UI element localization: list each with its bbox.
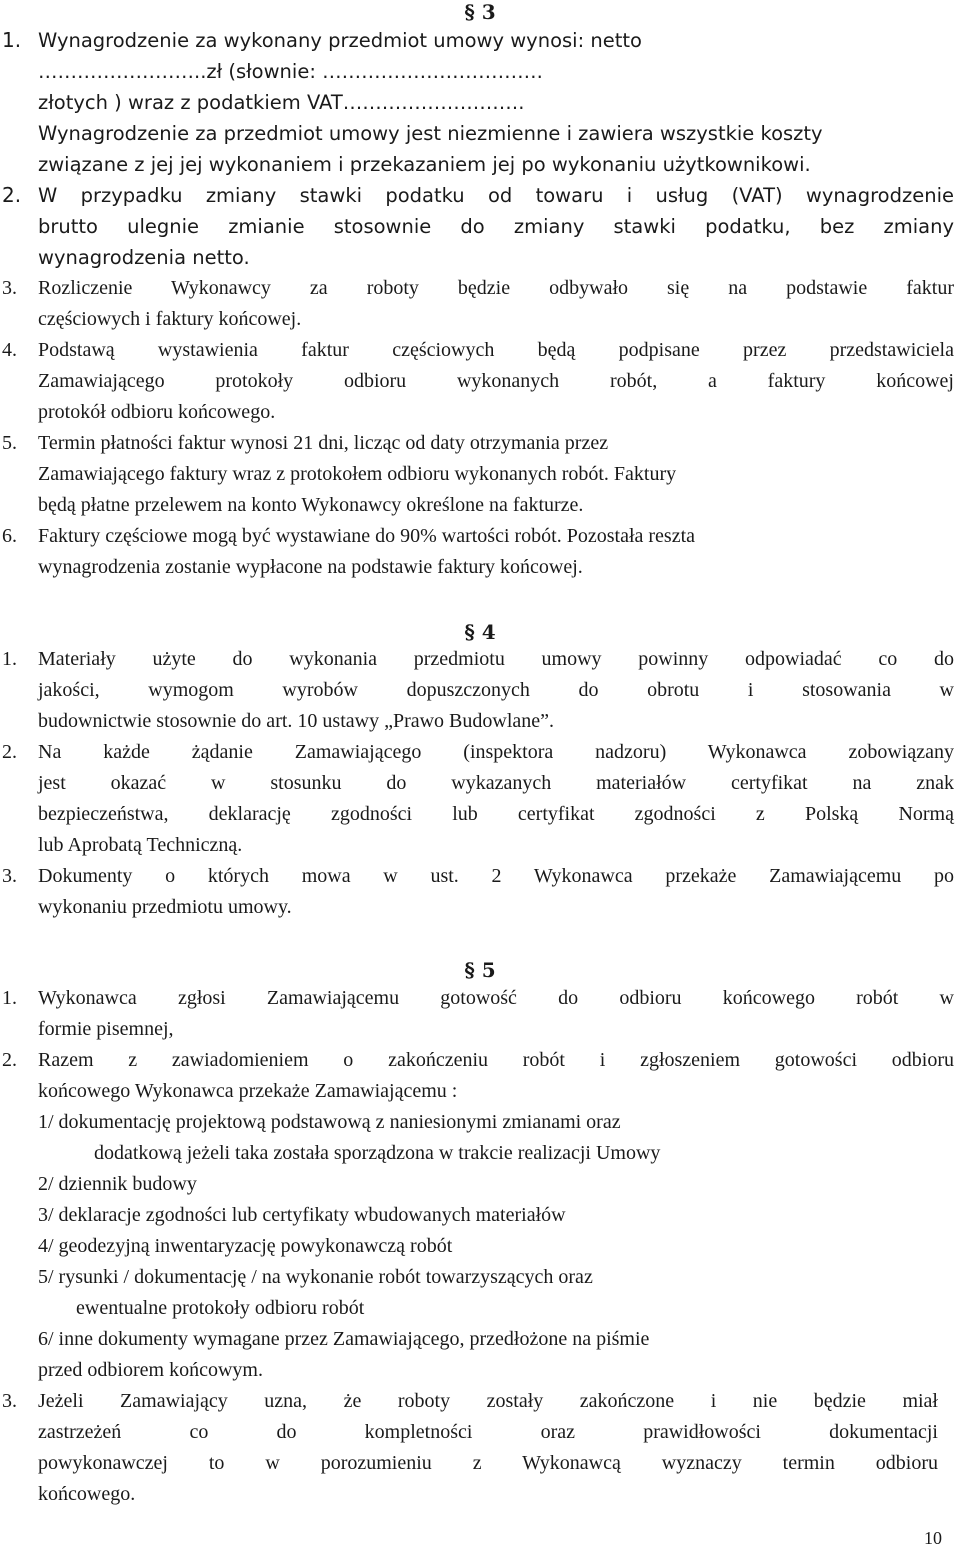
attachment-item-2: 2/ dziennik budowy [38, 1173, 197, 1195]
item-number: 2. [2, 183, 22, 207]
line: ……………………..zł (słownie: ……………………………. [38, 60, 543, 83]
attachment-item-5: 5/ rysunki / dokumentację / na wykonanie robót towarzyszących oraz [38, 1266, 593, 1288]
line: złotych ) wraz z podatkiem VAT………………………. [38, 91, 525, 114]
line: częściowych i faktury końcowej. [38, 308, 302, 330]
item-number: 2. [2, 741, 17, 763]
line: brutto ulegnie zmianie stosownie do zmiany stawki podatku, bez zmiany [38, 215, 954, 238]
attachment-item-1-cont: dodatkową jeżeli taka została sporządzona w trakcie realizacji Umowy [94, 1142, 661, 1164]
item-number: 1. [2, 987, 17, 1009]
line: lub Aprobatą Techniczną. [38, 834, 243, 856]
line: końcowego Wykonawca przekaże Zamawiającemu : [38, 1080, 458, 1102]
line: jest okazać w stosunku do wykazanych materiałów certyfikat na znak [38, 772, 954, 794]
line: budownictwie stosownie do art. 10 ustawy „Prawo Budowlane”. [38, 710, 555, 732]
attachment-item-6: 6/ inne dokumenty wymagane przez Zamawiającego, przedłożone na piśmie [38, 1328, 650, 1350]
line: Rozliczenie Wykonawcy za roboty będzie odbywało się na podstawie faktur [38, 277, 954, 299]
line: wynagrodzenia zostanie wypłacone na podstawie faktury końcowej. [38, 556, 583, 578]
item-number: 3. [2, 277, 17, 299]
line: Na każde żądanie Zamawiającego (inspektora nadzoru) Wykonawca zobowiązany [38, 741, 954, 763]
section-heading-5: § 5 [464, 958, 496, 982]
line: wykonaniu przedmiotu umowy. [38, 896, 292, 918]
line: Podstawą wystawienia faktur częściowych będą podpisane przez przedstawiciela [38, 339, 954, 361]
line: Faktury częściowe mogą być wystawiane do 90% wartości robót. Pozostała reszta [38, 525, 696, 547]
line: bezpieczeństwa, deklarację zgodności lub certyfikat zgodności z Polską Normą [38, 803, 954, 825]
line: Dokumenty o których mowa w ust. 2 Wykonawca przekaże Zamawiającemu po [38, 865, 954, 887]
item-number: 1. [2, 648, 17, 670]
line: zastrzeżeń co do kompletności oraz prawidłowości dokumentacji [38, 1421, 938, 1443]
attachment-item-3: 3/ deklaracje zgodności lub certyfikaty wbudowanych materiałów [38, 1204, 566, 1226]
line: Jeżeli Zamawiający uzna, że roboty zostały zakończone i nie będzie miał [38, 1390, 938, 1412]
line: Wynagrodzenie za wykonany przedmiot umowy wynosi: netto [38, 29, 642, 52]
line: Zamawiającego faktury wraz z protokołem odbioru wykonanych robót. Faktury [38, 463, 677, 485]
item-number: 3. [2, 1390, 17, 1412]
line: Wynagrodzenie za przedmiot umowy jest niezmienne i zawiera wszystkie koszty [38, 122, 823, 145]
line: Wykonawca zgłosi Zamawiającemu gotowość do odbioru końcowego robót w [38, 987, 954, 1009]
attachment-item-5-cont: ewentualne protokoły odbioru robót [76, 1297, 365, 1319]
item-number: 6. [2, 525, 17, 547]
line: Termin płatności faktur wynosi 21 dni, licząc od daty otrzymania przez [38, 432, 609, 454]
line: protokół odbioru końcowego. [38, 401, 276, 423]
line: będą płatne przelewem na konto Wykonawcy określone na fakturze. [38, 494, 584, 516]
line: związane z jej jej wykonaniem i przekazaniem jej po wykonaniu użytkownikowi. [38, 153, 811, 176]
section-heading-3: § 3 [464, 0, 496, 24]
page-number: 10 [924, 1528, 942, 1548]
line: W przypadku zmiany stawki podatku od towaru i usług (VAT) wynagrodzenie [38, 184, 954, 207]
attachment-item-1: 1/ dokumentację projektową podstawową z naniesionymi zmianami oraz [38, 1111, 621, 1133]
line: powykonawczej to w porozumieniu z Wykonawcą wyznaczy termin odbioru [38, 1452, 938, 1474]
item-number: 1. [2, 28, 22, 52]
attachment-list [38, 1107, 954, 1386]
item-number: 4. [2, 339, 17, 361]
line: jakości, wymogom wyrobów dopuszczonych do obrotu i stosowania w [38, 679, 954, 701]
item-number: 2. [2, 1049, 17, 1071]
section-heading-4: § 4 [464, 620, 496, 644]
line: końcowego. [38, 1483, 136, 1505]
line: formie pisemnej, [38, 1018, 174, 1040]
attachment-item-6-cont: przed odbiorem końcowym. [38, 1359, 263, 1381]
attachment-item-4: 4/ geodezyjną inwentaryzację powykonawczą robót [38, 1235, 453, 1257]
line: wynagrodzenia netto. [38, 246, 250, 269]
item-number: 5. [2, 432, 17, 454]
item-number: 3. [2, 865, 17, 887]
line: Razem z zawiadomieniem o zakończeniu robót i zgłoszeniem gotowości odbioru [38, 1049, 954, 1071]
line: Zamawiającego protokoły odbioru wykonanych robót, a faktury końcowej [38, 370, 954, 392]
line: Materiały użyte do wykonania przedmiotu umowy powinny odpowiadać co do [38, 648, 954, 670]
